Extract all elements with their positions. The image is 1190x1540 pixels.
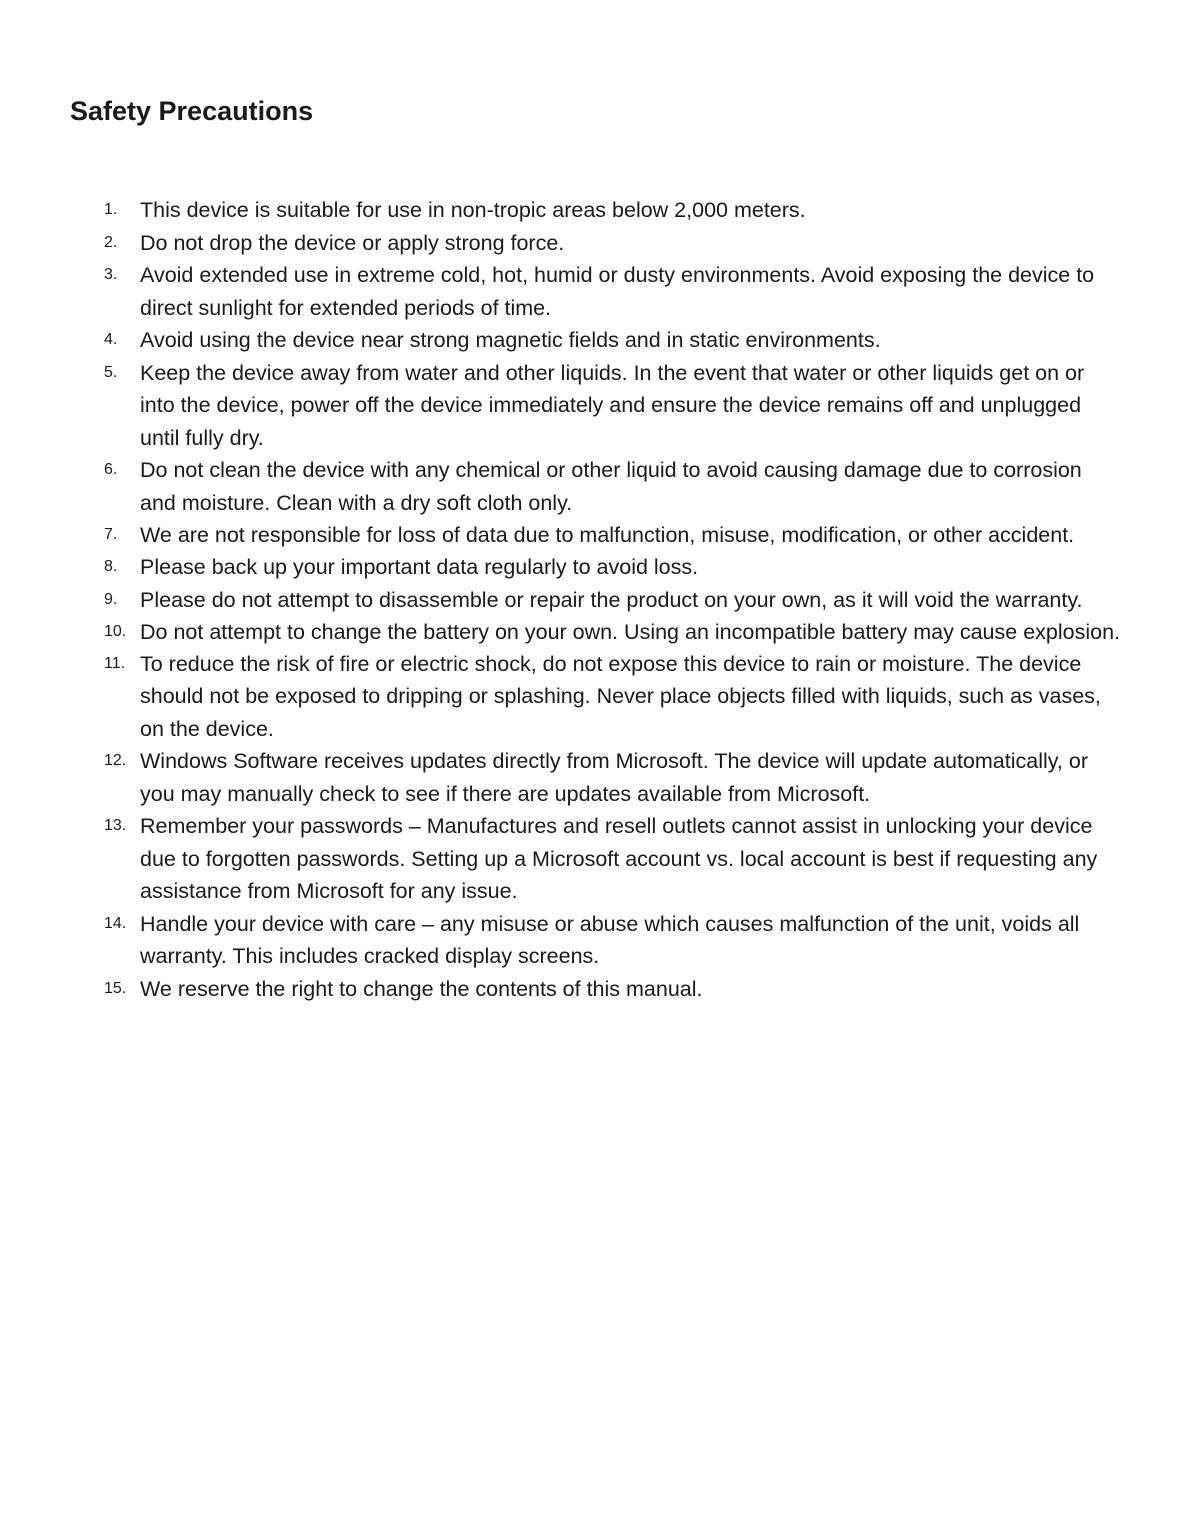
list-item bbox=[0, 973, 1190, 1006]
list-item bbox=[0, 194, 1190, 227]
item-number: 11. bbox=[104, 654, 126, 672]
item-number: 3. bbox=[104, 266, 118, 283]
item-text: Handle your device with care – any misuse or abuse which causes malfunction of the unit, voids all warranty. This includes cracked display screens. bbox=[140, 911, 1080, 968]
item-number: 2. bbox=[104, 233, 118, 251]
item-number: 15. bbox=[104, 979, 127, 997]
item-text: Remember your passwords – Manufactures and resell outlets cannot assist in unlocking your device due to forgotten passwords. Setting up a Microsoft account vs. local account is best if requesting any assistance from Microsoft for any issue. bbox=[140, 814, 1098, 903]
item-number: 4. bbox=[104, 331, 118, 348]
item-text: Avoid extended use in extreme cold, hot, humid or dusty environments. Avoid exposing the device to direct sunlight for extended periods of time. bbox=[140, 263, 1095, 320]
item-text: Please do not attempt to disassemble or repair the product on your own, as it will void the warranty. bbox=[140, 587, 1083, 612]
item-text: Windows Software receives updates directly from Microsoft. The device will update automatically, or you may manually check to see if there are updates available from Microsoft. bbox=[140, 749, 1088, 806]
list-item bbox=[0, 745, 1190, 810]
item-text: This device is suitable for use in non-tropic areas below 2,000 meters. bbox=[140, 198, 806, 222]
item-text: We are not responsible for loss of data due to malfunction, misuse, modification, or other accident. bbox=[140, 523, 1075, 547]
item-number: 12. bbox=[104, 752, 127, 769]
list-item bbox=[0, 551, 1190, 584]
list-item bbox=[0, 227, 1190, 260]
list-item bbox=[0, 584, 1190, 616]
item-number: 1. bbox=[104, 201, 118, 218]
list-item bbox=[0, 648, 1190, 746]
list-item bbox=[0, 454, 1190, 519]
item-text: Do not clean the device with any chemical or other liquid to avoid causing damage due to corrosion and moisture. Clean with a dry soft cloth only. bbox=[140, 458, 1082, 515]
item-number: 7. bbox=[104, 526, 118, 543]
list-item bbox=[0, 519, 1190, 551]
list-item bbox=[0, 616, 1190, 648]
item-number: 10. bbox=[104, 622, 127, 640]
list-item bbox=[0, 357, 1190, 455]
item-text: Do not attempt to change the battery on your own. Using an incompatible battery may cause explosion. bbox=[140, 619, 1121, 644]
item-number: 6. bbox=[104, 461, 118, 478]
precautions-list bbox=[0, 194, 1190, 1005]
item-text: Keep the device away from water and other liquids. In the event that water or other liquids get on or into the device, power off the device immediately and ensure the device remains off and unplugged until fully dry. bbox=[140, 360, 1085, 450]
item-text: Avoid using the device near strong magnetic fields and in static environments. bbox=[140, 328, 881, 352]
item-number: 13. bbox=[104, 817, 127, 834]
list-item bbox=[0, 259, 1190, 324]
page-title: Safety Precautions bbox=[70, 96, 314, 126]
item-number: 5. bbox=[104, 363, 118, 381]
item-number: 9. bbox=[104, 590, 118, 608]
item-text: To reduce the risk of fire or electric shock, do not expose this device to rain or moisture. The device should not be exposed to dripping or splashing. Never place objects filled with liquids, such as vases, on the device. bbox=[140, 651, 1101, 741]
item-number: 14. bbox=[104, 914, 127, 932]
list-item bbox=[0, 810, 1190, 908]
list-item bbox=[0, 908, 1190, 973]
item-text: We reserve the right to change the contents of this manual. bbox=[140, 976, 703, 1001]
item-number: 8. bbox=[104, 558, 118, 575]
item-text: Do not drop the device or apply strong force. bbox=[140, 230, 565, 255]
item-text: Please back up your important data regularly to avoid loss. bbox=[140, 555, 699, 579]
list-item bbox=[0, 324, 1190, 357]
